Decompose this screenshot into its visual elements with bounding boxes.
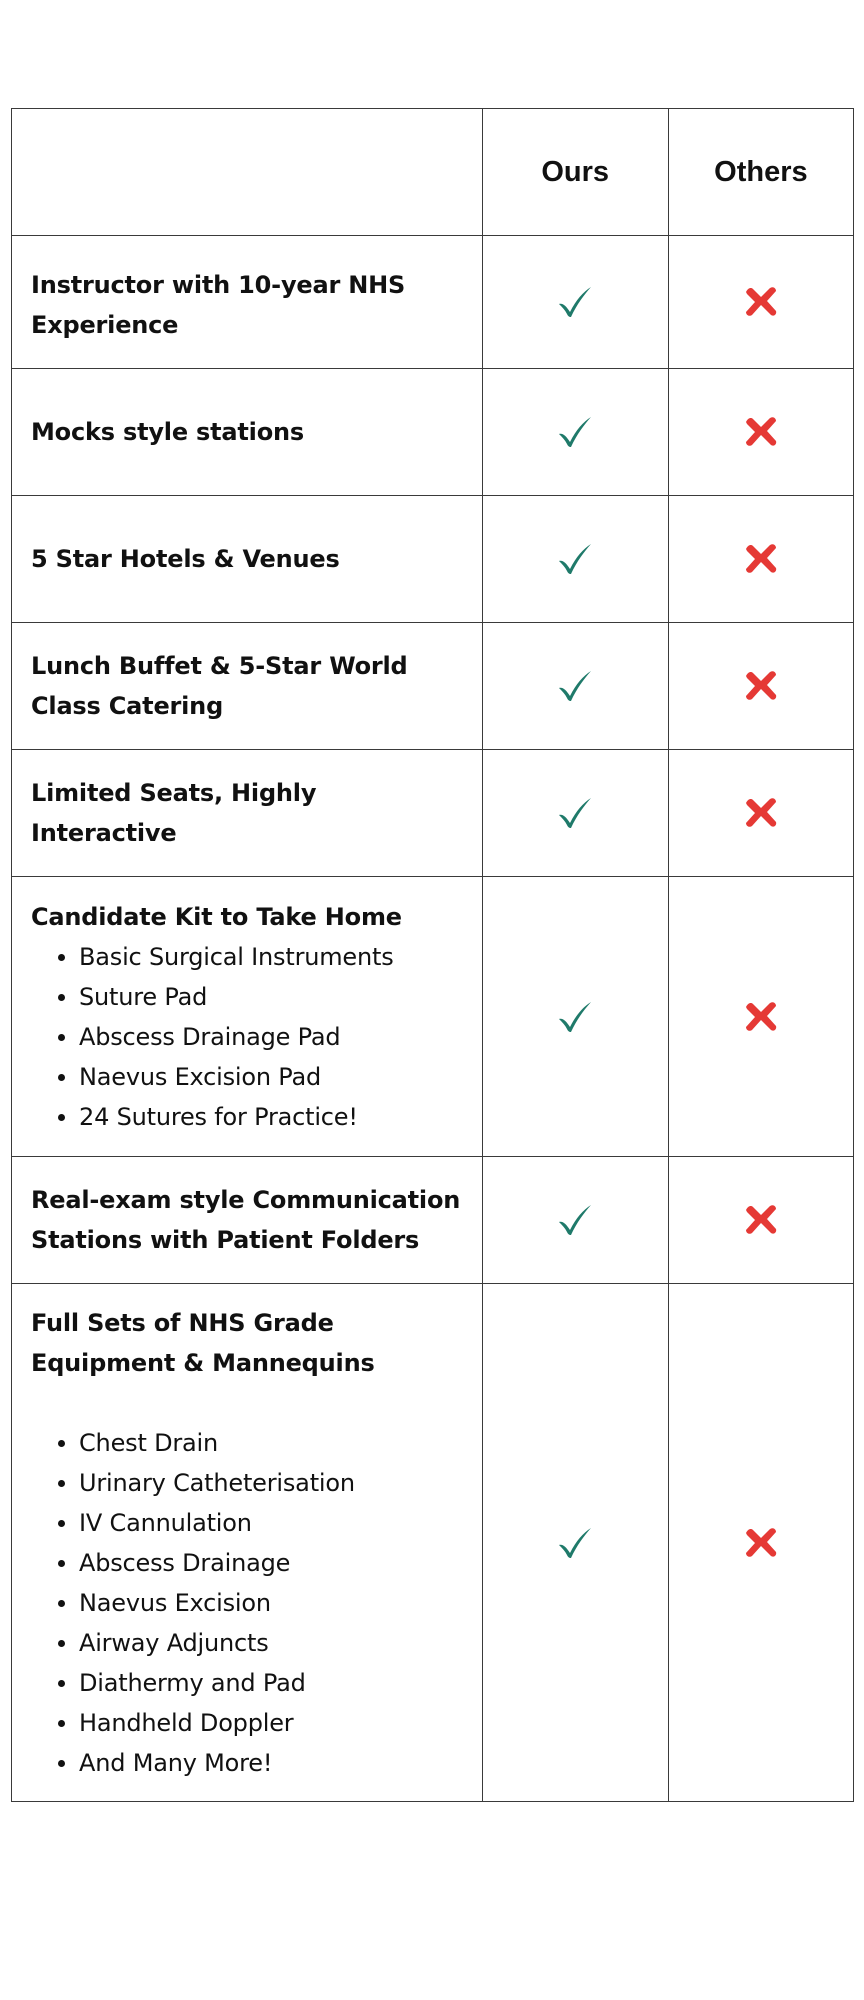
table-row bbox=[12, 623, 854, 750]
bullet-icon bbox=[58, 954, 65, 961]
feature-title: Candidate Kit to Take Home bbox=[31, 902, 402, 931]
others-cell bbox=[668, 369, 853, 496]
list-item-text: Airway Adjuncts bbox=[79, 1628, 269, 1657]
bullet-icon bbox=[58, 1520, 65, 1527]
ours-cell bbox=[482, 877, 668, 1157]
table-row bbox=[12, 496, 854, 623]
list-item bbox=[31, 1743, 464, 1783]
bullet-icon bbox=[58, 1074, 65, 1081]
list-item bbox=[31, 937, 464, 977]
list-item bbox=[31, 1703, 464, 1743]
cross-icon bbox=[743, 423, 779, 440]
feature-title: Instructor with 10-year NHS Experience bbox=[31, 271, 406, 339]
table-row bbox=[12, 369, 854, 496]
feature-cell bbox=[12, 1157, 483, 1284]
bullet-icon bbox=[58, 1034, 65, 1041]
list-item-text: And Many More! bbox=[79, 1748, 273, 1777]
list-item-text: Urinary Catheterisation bbox=[79, 1468, 355, 1497]
others-cell bbox=[668, 750, 853, 877]
header-ours: Ours bbox=[482, 109, 668, 236]
feature-cell bbox=[12, 369, 483, 496]
list-item-text: Suture Pad bbox=[79, 982, 208, 1011]
list-spacer bbox=[31, 1383, 464, 1423]
comparison-table bbox=[11, 108, 854, 1802]
list-item bbox=[31, 1463, 464, 1503]
table-row bbox=[12, 750, 854, 877]
ours-cell bbox=[482, 750, 668, 877]
bullet-icon bbox=[58, 1640, 65, 1647]
cross-icon bbox=[743, 1534, 779, 1551]
ours-cell bbox=[482, 496, 668, 623]
table-row bbox=[12, 236, 854, 369]
list-item bbox=[31, 1423, 464, 1463]
list-item-text: Basic Surgical Instruments bbox=[79, 942, 394, 971]
list-item bbox=[31, 1623, 464, 1663]
list-item-text: Abscess Drainage Pad bbox=[79, 1022, 341, 1051]
feature-cell bbox=[12, 496, 483, 623]
list-item bbox=[31, 1057, 464, 1097]
bullet-icon bbox=[58, 1720, 65, 1727]
feature-title: 5 Star Hotels & Venues bbox=[31, 545, 340, 573]
check-icon bbox=[557, 1534, 593, 1551]
others-cell bbox=[668, 623, 853, 750]
feature-cell bbox=[12, 623, 483, 750]
list-item-text: Naevus Excision bbox=[79, 1588, 271, 1617]
list-item-text: IV Cannulation bbox=[79, 1508, 252, 1537]
list-item bbox=[31, 1543, 464, 1583]
bullet-icon bbox=[58, 994, 65, 1001]
check-icon bbox=[557, 1008, 593, 1025]
header-blank-cell bbox=[12, 109, 483, 236]
bullet-icon bbox=[58, 1760, 65, 1767]
list-item-text: Diathermy and Pad bbox=[79, 1668, 306, 1697]
ours-cell bbox=[482, 623, 668, 750]
table-row bbox=[12, 877, 854, 1157]
check-icon bbox=[557, 550, 593, 567]
feature-list bbox=[31, 1423, 464, 1783]
bullet-icon bbox=[58, 1600, 65, 1607]
bullet-icon bbox=[58, 1114, 65, 1121]
feature-cell bbox=[12, 750, 483, 877]
check-icon bbox=[557, 423, 593, 440]
ours-cell bbox=[482, 369, 668, 496]
others-cell bbox=[668, 496, 853, 623]
table-row bbox=[12, 1284, 854, 1802]
check-icon bbox=[557, 677, 593, 694]
check-icon bbox=[557, 1211, 593, 1228]
list-item bbox=[31, 1663, 464, 1703]
others-cell bbox=[668, 236, 853, 369]
cross-icon bbox=[743, 804, 779, 821]
feature-title: Real-exam style Communication Stations with Patient Folders bbox=[31, 1186, 461, 1254]
list-item bbox=[31, 977, 464, 1017]
list-item-text: 24 Sutures for Practice! bbox=[79, 1102, 358, 1131]
bullet-icon bbox=[58, 1440, 65, 1447]
table-row bbox=[12, 1157, 854, 1284]
list-item bbox=[31, 1017, 464, 1057]
list-item bbox=[31, 1097, 464, 1137]
feature-list bbox=[31, 937, 464, 1137]
feature-cell bbox=[12, 236, 483, 369]
cross-icon bbox=[743, 293, 779, 310]
feature-cell bbox=[12, 877, 483, 1157]
others-cell bbox=[668, 1284, 853, 1802]
others-cell bbox=[668, 1157, 853, 1284]
header-others: Others bbox=[668, 109, 853, 236]
list-item-text: Handheld Doppler bbox=[79, 1708, 294, 1737]
bullet-icon bbox=[58, 1680, 65, 1687]
feature-title: Mocks style stations bbox=[31, 418, 304, 446]
bullet-icon bbox=[58, 1560, 65, 1567]
list-item-text: Abscess Drainage bbox=[79, 1548, 291, 1577]
check-icon bbox=[557, 293, 593, 310]
cross-icon bbox=[743, 677, 779, 694]
ours-cell bbox=[482, 236, 668, 369]
list-item bbox=[31, 1503, 464, 1543]
list-item-text: Chest Drain bbox=[79, 1428, 219, 1457]
list-item bbox=[31, 1583, 464, 1623]
ours-cell bbox=[482, 1284, 668, 1802]
ours-cell bbox=[482, 1157, 668, 1284]
feature-title: Full Sets of NHS Grade Equipment & Mannequins bbox=[31, 1308, 375, 1377]
bullet-icon bbox=[58, 1480, 65, 1487]
feature-title: Limited Seats, Highly Interactive bbox=[31, 779, 317, 847]
header-row bbox=[12, 109, 854, 236]
others-cell bbox=[668, 877, 853, 1157]
cross-icon bbox=[743, 550, 779, 567]
cross-icon bbox=[743, 1211, 779, 1228]
feature-title: Lunch Buffet & 5-Star World Class Catering bbox=[31, 652, 408, 720]
feature-cell bbox=[12, 1284, 483, 1802]
check-icon bbox=[557, 804, 593, 821]
cross-icon bbox=[743, 1008, 779, 1025]
list-item-text: Naevus Excision Pad bbox=[79, 1062, 322, 1091]
